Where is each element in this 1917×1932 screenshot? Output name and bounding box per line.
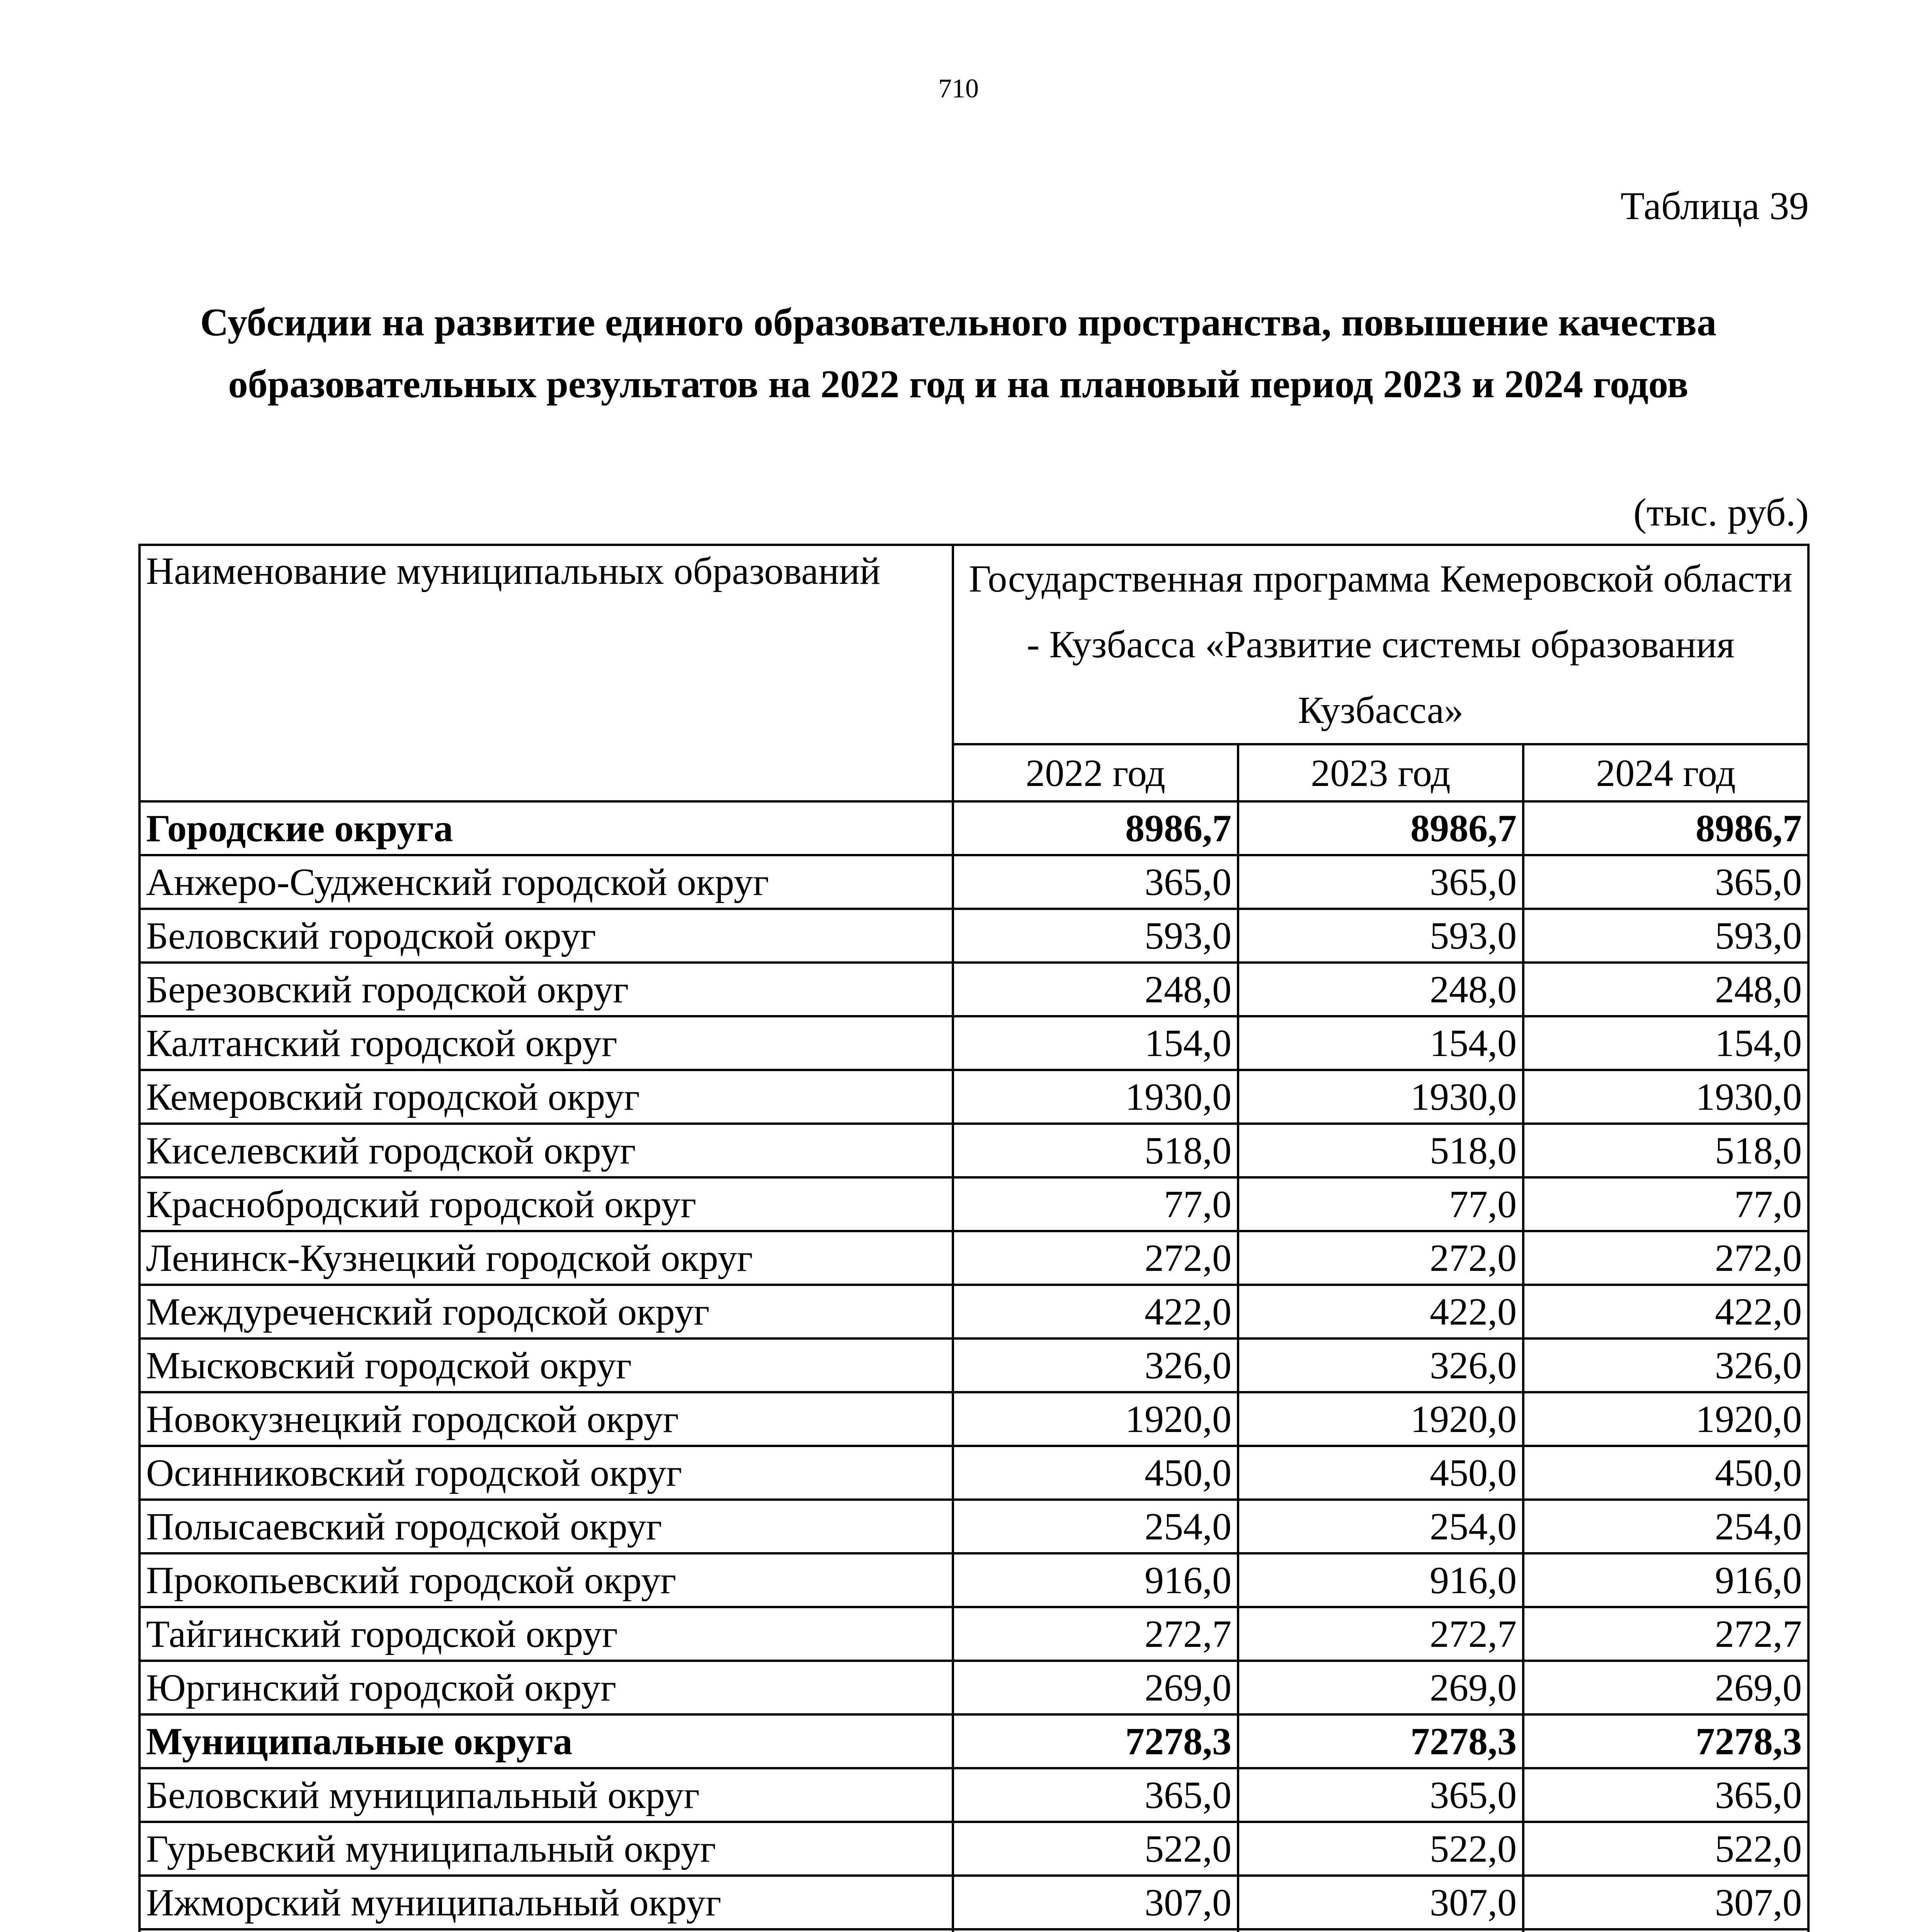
value-2024: 916,0 [1523, 1553, 1808, 1607]
value-2022: 254,0 [953, 1500, 1238, 1553]
value-2024: 272,0 [1523, 1231, 1808, 1285]
table-row [139, 855, 1808, 909]
value-2023: 154,0 [1238, 1016, 1523, 1070]
table-row [139, 1500, 1808, 1553]
value-2023: 518,0 [1238, 1124, 1523, 1177]
value-2023: 365,0 [1238, 1768, 1523, 1822]
header-municipality: Наименование муниципальных образований [139, 545, 953, 801]
value-2022: 269,0 [953, 1661, 1238, 1714]
value-2024: 450,0 [1523, 1446, 1808, 1500]
value-2023: 1930,0 [1238, 1070, 1523, 1124]
municipality-name: Кемеровский городской округ [139, 1070, 953, 1124]
value-2023: 8986,7 [1238, 801, 1523, 855]
value-2023: 272,0 [1238, 1231, 1523, 1285]
value-2024: 1920,0 [1523, 1392, 1808, 1446]
value-2024 [1523, 1929, 1808, 1932]
table-row [139, 1338, 1808, 1392]
table-row [139, 1768, 1808, 1822]
value-2023: 272,7 [1238, 1607, 1523, 1661]
table-header [139, 545, 1808, 801]
table-row [139, 1929, 1808, 1932]
value-2024: 1930,0 [1523, 1070, 1808, 1124]
value-2022: 518,0 [953, 1124, 1238, 1177]
header-year-2023: 2023 год [1238, 744, 1523, 801]
value-2024: 326,0 [1523, 1338, 1808, 1392]
table-row [139, 1231, 1808, 1285]
municipality-name: Гурьевский муниципальный округ [139, 1822, 953, 1876]
value-2024: 248,0 [1523, 963, 1808, 1016]
table-row [139, 1392, 1808, 1446]
municipality-name: Междуреченский городской округ [139, 1285, 953, 1338]
value-2022: 593,0 [953, 909, 1238, 963]
value-2022: 365,0 [953, 1768, 1238, 1822]
value-2024: 272,7 [1523, 1607, 1808, 1661]
table-row [139, 1285, 1808, 1338]
value-2024: 77,0 [1523, 1177, 1808, 1231]
value-2022: 365,0 [953, 855, 1238, 909]
value-2022: 522,0 [953, 1822, 1238, 1876]
units-label: (тыс. руб.) [1633, 491, 1809, 534]
table-row [139, 1070, 1808, 1124]
table-row [139, 1177, 1808, 1231]
value-2022: 272,0 [953, 1231, 1238, 1285]
value-2023: 522,0 [1238, 1822, 1523, 1876]
value-2022: 8986,7 [953, 801, 1238, 855]
header-year-2024: 2024 год [1523, 744, 1808, 801]
value-2022: 77,0 [953, 1177, 1238, 1231]
value-2023 [1238, 1929, 1523, 1932]
value-2023: 916,0 [1238, 1553, 1523, 1607]
page-number: 710 [938, 74, 979, 104]
value-2023: 365,0 [1238, 855, 1523, 909]
table-row [139, 1016, 1808, 1070]
value-2023: 422,0 [1238, 1285, 1523, 1338]
value-2022: 1930,0 [953, 1070, 1238, 1124]
value-2024: 8986,7 [1523, 801, 1808, 855]
table-row [139, 1446, 1808, 1500]
table-body [139, 801, 1808, 1932]
header-program: Государственная программа Кемеровской области - Кузбасса «Развитие системы образования Кузбасса» [953, 545, 1808, 744]
value-2022: 422,0 [953, 1285, 1238, 1338]
value-2024: 254,0 [1523, 1500, 1808, 1553]
value-2023: 7278,3 [1238, 1714, 1523, 1768]
table-number: Таблица 39 [1620, 184, 1809, 228]
municipality-name: Березовский городской округ [139, 963, 953, 1016]
municipality-name [139, 1929, 953, 1932]
municipality-name: Муниципальные округа [139, 1714, 953, 1768]
value-2022: 326,0 [953, 1338, 1238, 1392]
table-row [139, 909, 1808, 963]
value-2022: 450,0 [953, 1446, 1238, 1500]
subsidies-table [138, 544, 1810, 1932]
municipality-name: Мысковский городской округ [139, 1338, 953, 1392]
municipality-name: Осинниковский городской округ [139, 1446, 953, 1500]
value-2024: 522,0 [1523, 1822, 1808, 1876]
municipality-name: Полысаевский городской округ [139, 1500, 953, 1553]
table-row [139, 1553, 1808, 1607]
value-2024: 7278,3 [1523, 1714, 1808, 1768]
municipality-name: Беловский городской округ [139, 909, 953, 963]
document-title: Субсидии на развитие единого образовательного пространства, повышение качества образовательных результатов на 2022 год и на плановый период 2023 и 2024 годов [200, 301, 1717, 406]
value-2022: 272,7 [953, 1607, 1238, 1661]
municipality-name: Краснобродский городской округ [139, 1177, 953, 1231]
value-2022: 7278,3 [953, 1714, 1238, 1768]
value-2024: 593,0 [1523, 909, 1808, 963]
value-2023: 326,0 [1238, 1338, 1523, 1392]
table-row [139, 1124, 1808, 1177]
value-2024: 422,0 [1523, 1285, 1808, 1338]
municipality-name: Новокузнецкий городской округ [139, 1392, 953, 1446]
value-2024: 307,0 [1523, 1876, 1808, 1929]
value-2023: 77,0 [1238, 1177, 1523, 1231]
header-year-2022: 2022 год [953, 744, 1238, 801]
value-2022: 1920,0 [953, 1392, 1238, 1446]
value-2022: 154,0 [953, 1016, 1238, 1070]
value-2023: 1920,0 [1238, 1392, 1523, 1446]
value-2022: 916,0 [953, 1553, 1238, 1607]
table-row [139, 1876, 1808, 1929]
value-2024: 365,0 [1523, 855, 1808, 909]
municipality-name: Ленинск-Кузнецкий городской округ [139, 1231, 953, 1285]
table-row [139, 1607, 1808, 1661]
value-2022: 307,0 [953, 1876, 1238, 1929]
value-2022 [953, 1929, 1238, 1932]
value-2022: 248,0 [953, 963, 1238, 1016]
value-2024: 154,0 [1523, 1016, 1808, 1070]
group-row [139, 801, 1808, 855]
group-row [139, 1714, 1808, 1768]
municipality-name: Киселевский городской округ [139, 1124, 953, 1177]
table-row [139, 963, 1808, 1016]
value-2023: 450,0 [1238, 1446, 1523, 1500]
municipality-name: Тайгинский городской округ [139, 1607, 953, 1661]
municipality-name: Городские округа [139, 801, 953, 855]
value-2023: 254,0 [1238, 1500, 1523, 1553]
value-2023: 593,0 [1238, 909, 1523, 963]
value-2023: 248,0 [1238, 963, 1523, 1016]
table-row [139, 1822, 1808, 1876]
table-row [139, 1661, 1808, 1714]
value-2023: 307,0 [1238, 1876, 1523, 1929]
municipality-name: Анжеро-Судженский городской округ [139, 855, 953, 909]
value-2024: 365,0 [1523, 1768, 1808, 1822]
value-2023: 269,0 [1238, 1661, 1523, 1714]
value-2024: 269,0 [1523, 1661, 1808, 1714]
municipality-name: Беловский муниципальный округ [139, 1768, 953, 1822]
municipality-name: Юргинский городской округ [139, 1661, 953, 1714]
value-2024: 518,0 [1523, 1124, 1808, 1177]
municipality-name: Калтанский городской округ [139, 1016, 953, 1070]
municipality-name: Прокопьевский городской округ [139, 1553, 953, 1607]
municipality-name: Ижморский муниципальный округ [139, 1876, 953, 1929]
